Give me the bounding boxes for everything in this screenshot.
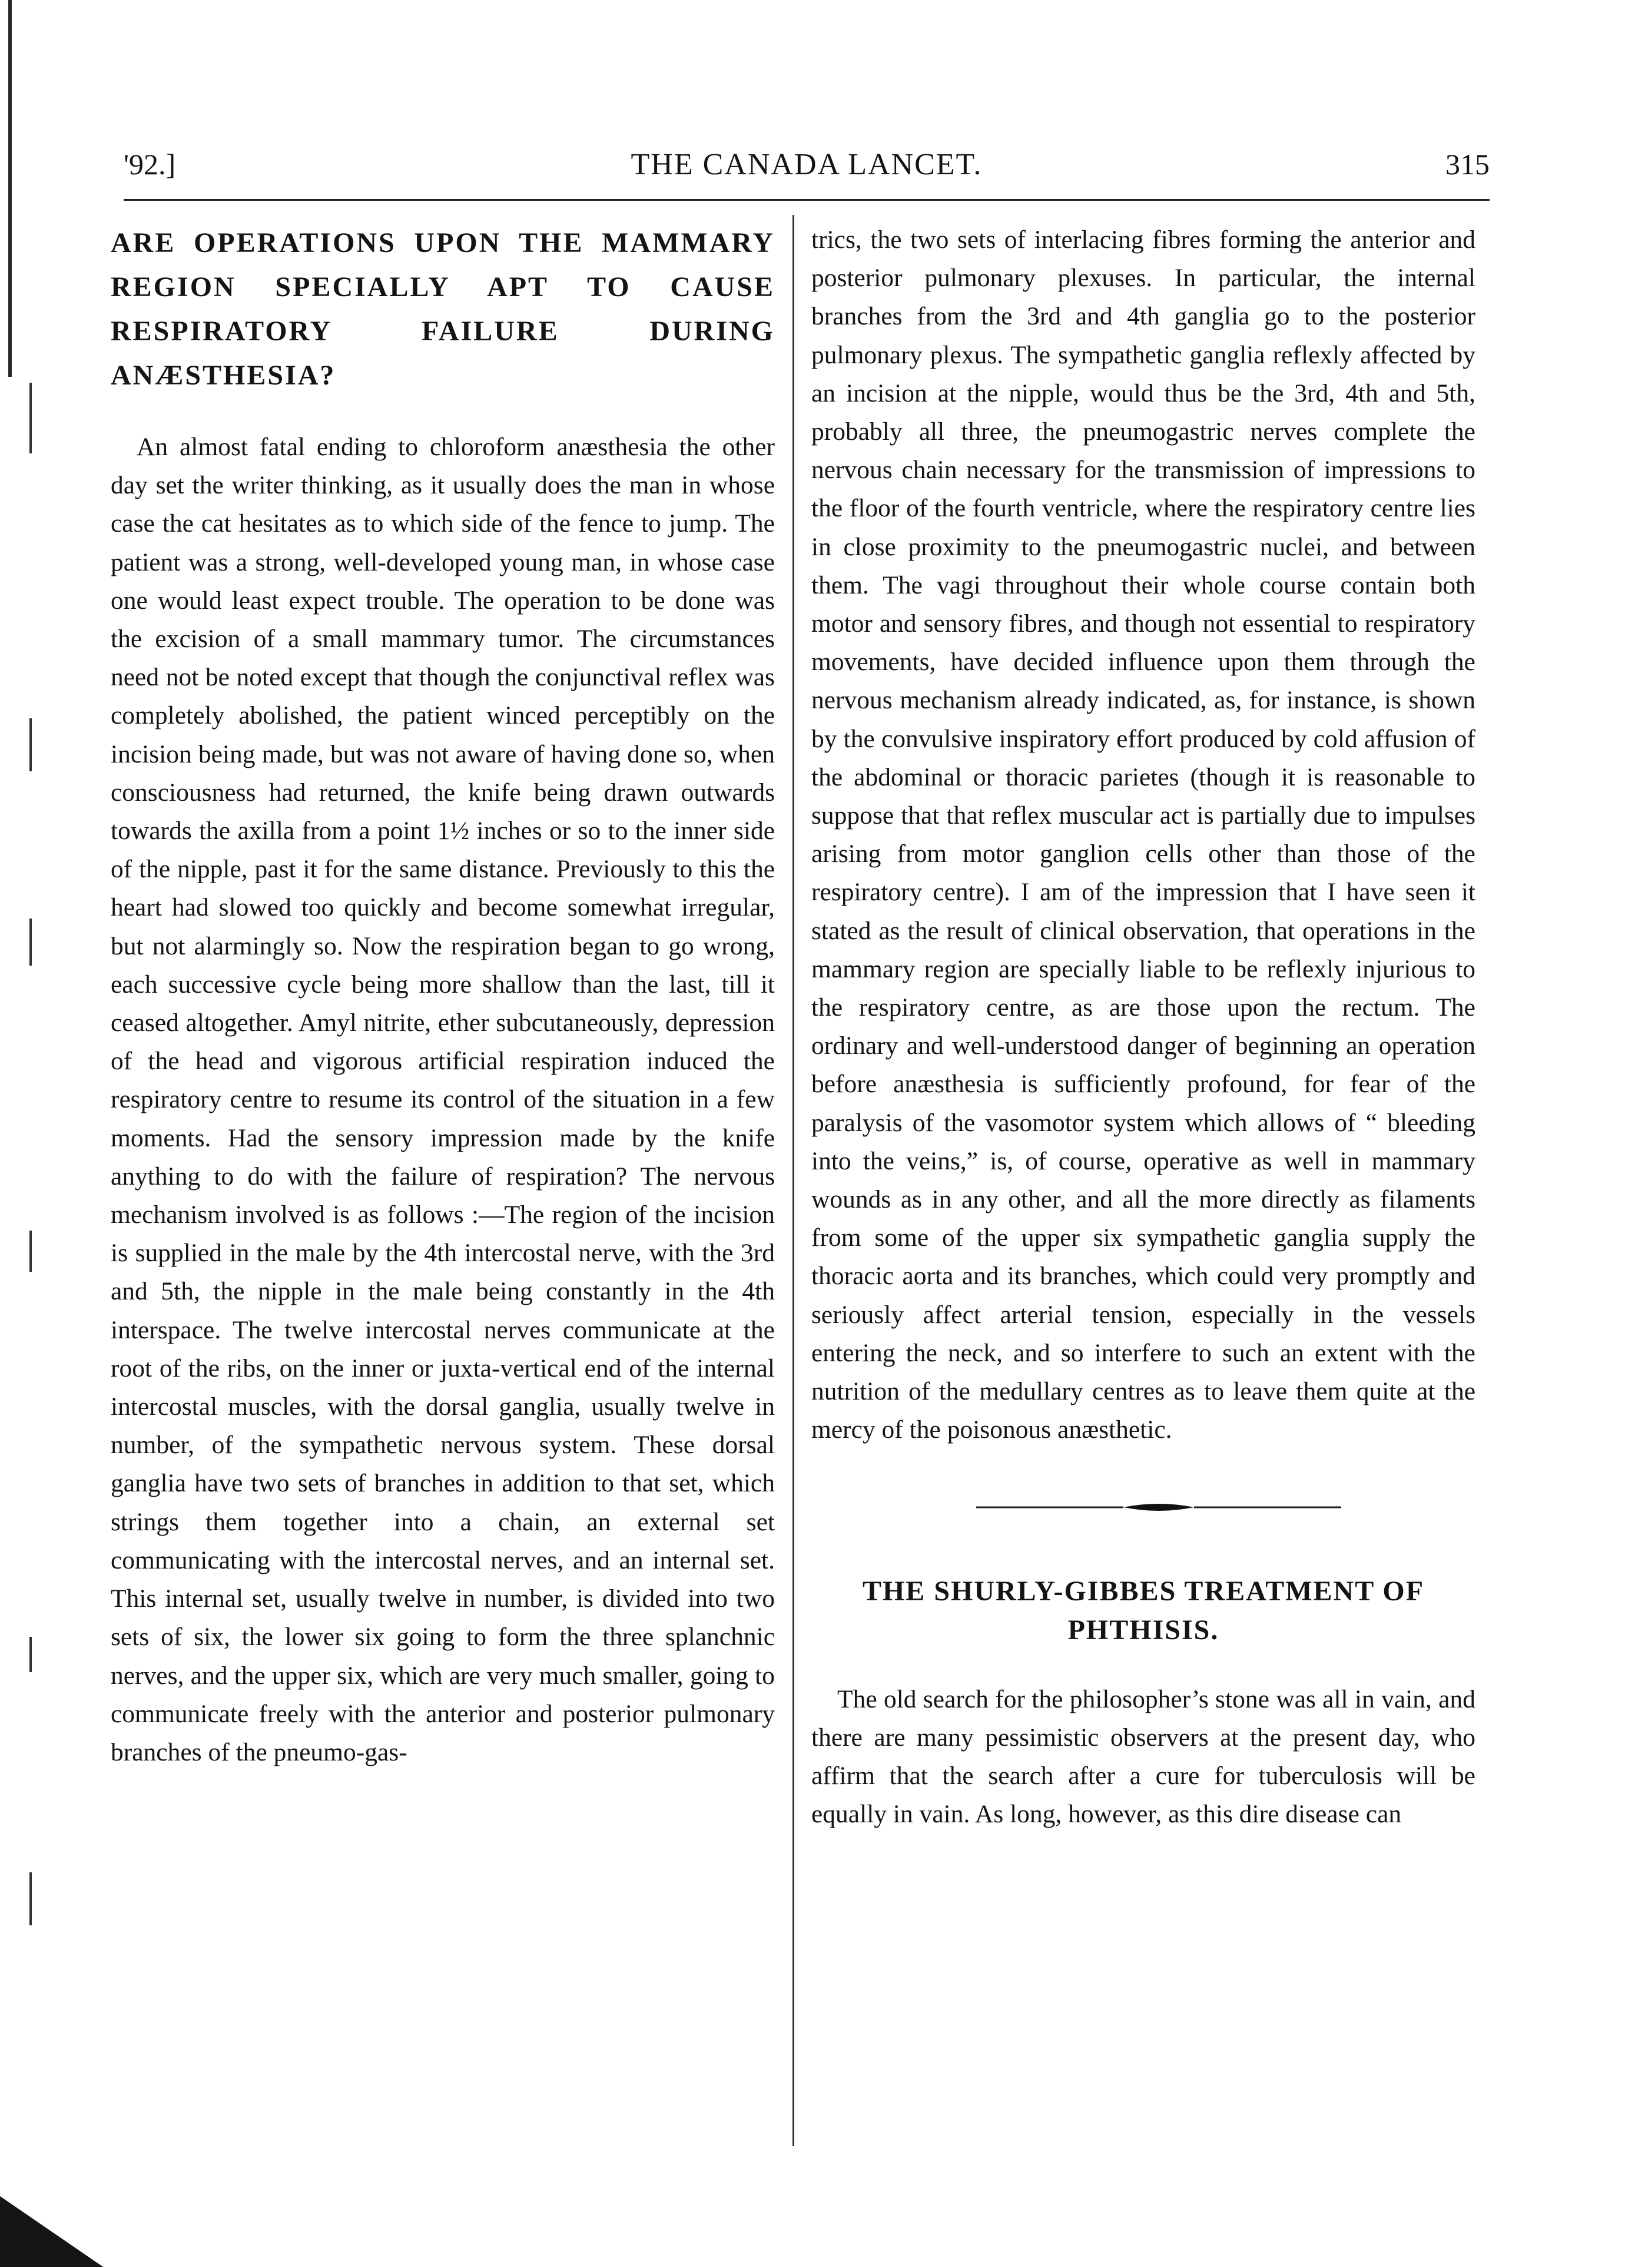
article-body-part2: trics, the two sets of interlacing fibres forming the anterior and posterior pulmonary plexuses. In particular, the internal branches from the 3rd and 4th ganglia go to the posterior pulmonary plexus. The sympathetic ganglia reflexly affected by an incision at the nipple, would thus be the 3rd, 4th and 5th, probably all three, the pneumogastric nerves complete the nervous chain necessary for the transmission of impressions to the floor of the fourth ventricle, where the respiratory centre lies in close proximity to the pneumogastric nuclei, and between them. The vagi throughout their whole course contain both motor and sensory fibres, and though not essential to respiratory movements, have decided influence upon them through the nervous mechanism already indicated, as, for instance, is shown by the convulsive inspiratory effort produced by cold affusion of the abdominal or thoracic parietes (though it is reasonable to suppose that that reflex muscular act is partially due to impulses arising from motor ganglion cells other than those of the respiratory centre). I am of the impression that I have seen it stated as the result of clinical observation, that operations in the mammary region are specially liable to be reflexly injurious to the respiratory centre, as are those upon the rectum. The ordinary and well-understood danger of beginning an operation before anæsthesia is sufficiently profound, for fear of the paralysis of the vasomotor system which allows of “ bleeding into the veins,” is, of course, operative as well in mammary wounds as in any other, and all the more directly as filaments from some of the upper six sympathetic ganglia supply the thoracic aorta and its branches, which could very promptly and seriously affect arterial tension, especially in the vessels entering the neck, and so interfere to such an extent with the nutrition of the medullary centres as to leave them quite at the mercy of the poisonous anæsthetic. (811, 226, 1475, 1444)
scan-edge-mark (29, 718, 32, 771)
scan-edge-mark (29, 1872, 32, 1925)
scan-edge-mark (29, 919, 32, 966)
article-body: The old search for the philosopher’s stone was all in vain, and there are many pessimistic observers at the present day, who affirm that the search after a cure for tuberculosis will be equally in vain. As long, however, as this dire disease can (811, 1685, 1475, 1829)
article-title: ARE OPERATIONS UPON THE MAMMARY REGION SPECIALLY APT TO CAUSE RESPIRATORY FAILURE DURING ANÆSTHESIA? (111, 227, 775, 391)
right-column (811, 221, 1475, 1833)
scan-corner-blot (0, 2196, 103, 2267)
running-head-date: '92.] (124, 148, 176, 181)
running-head (124, 147, 1490, 194)
scan-edge-mark (29, 1231, 32, 1272)
page-number: 315 (1445, 148, 1490, 181)
column-rule (792, 215, 794, 2146)
article-title: THE SHURLY-GIBBES TREATMENT OF PHTHISIS. (862, 1575, 1425, 1646)
header-rule (124, 199, 1490, 201)
article-body-part1: An almost fatal ending to chloroform anæsthesia the other day set the writer thinking, as it usually does the man in whose case the cat hesitates as to which side of the fence to jump. The patient was a strong, well-developed young man, in whose case one would least expect trouble. The operation to be done was the excision of a small mammary tumor. The circumstances need not be noted except that though the conjunctival reflex was completely abolished, the patient winced perceptibly on the incision being made, but was not aware of having done so, when consciousness had returned, the knife being drawn outwards towards the axilla from a point 1½ inches or so to the inner side of the nipple, past it for the same distance. Previously to this the heart had slowed too quickly and become somewhat irregular, but not alarmingly so. Now the respiration began to go wrong, each successive cycle being more shallow than the last, till it ceased altogether. Amyl nitrite, ether subcutaneously, depression of the head and vigorous artificial respiration induced the respiratory centre to resume its control of the situation in a few moments. Had the sensory impression made by the knife anything to do with the failure of respiration? The nervous mechanism involved is as follows :—The region of the incision is supplied in the male by the 4th intercostal nerve, with the 3rd and 5th, the nipple in the male being constantly in the 4th interspace. The twelve intercostal nerves communicate at the root of the ribs, on the inner or juxta-vertical end of the internal intercostal muscles, with the dorsal ganglia, usually twelve in number, of the sympathetic nervous system. These dorsal ganglia have two sets of branches in addition to that set, which strings them together into a chain, an external set communicating with the intercostal nerves, and an internal set. This internal set, usually twelve in number, is divided into two sets of six, the lower six going to form the three splanchnic nerves, and the upper six, which are very much smaller, going to communicate freely with the anterior and posterior pulmonary branches of the pneumo-gas- (111, 433, 775, 1766)
scan-edge-line (8, 0, 12, 377)
scan-edge-mark (29, 383, 32, 453)
scan-edge-mark (29, 1637, 32, 1672)
left-column (111, 221, 775, 1772)
divider-ornament-icon (976, 1496, 1341, 1519)
section-divider-ornament (811, 1496, 1475, 1531)
journal-title: THE CANADA LANCET. (631, 148, 983, 181)
